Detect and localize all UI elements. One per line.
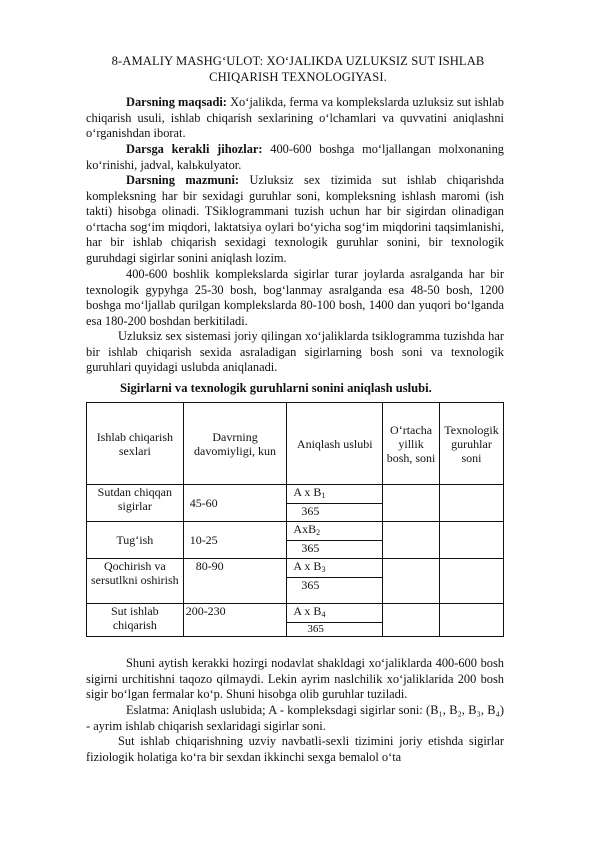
equipment-text: 400-600 boshga mo‘ljallangan molxonaning ko‘rinishi, jadval, kalьkulyator. <box>86 142 504 172</box>
paragraph-content <box>86 173 504 266</box>
aim-text: Xo‘jalikda, ferma va komplekslarda uzluksiz sut ishlab chiqarish usuli, ishlab chiqarish sexlarining o‘lchamlari va quvvatini aniqlashni o‘rganishdan iborat. <box>86 95 504 140</box>
table-row <box>87 485 504 504</box>
title-line-2: CHIQARISH TEXNOLOGIYASI. <box>209 70 387 84</box>
table-row <box>87 559 504 578</box>
row2-formula <box>287 522 383 541</box>
content-label: Darsning mazmuni: <box>126 173 240 187</box>
row3-groups-count <box>440 559 504 604</box>
paragraph-equipment <box>86 142 504 173</box>
row2-formula-sub: 2 <box>316 528 321 537</box>
row1-formula <box>287 485 383 504</box>
row2-formula-text: AxB <box>293 522 317 536</box>
row4-sex: Sut ishlab chiqarish <box>87 604 184 637</box>
row3-denominator: 365 <box>287 578 383 604</box>
equipment-label: Darsga kerakli jihozlar: <box>126 142 263 156</box>
row2-avg-heads <box>383 522 440 559</box>
aim-label: Darsning maqsadi: <box>126 95 227 109</box>
row4-formula-text: A x B <box>293 604 322 618</box>
row1-groups-count <box>440 485 504 522</box>
row3-avg-heads <box>383 559 440 604</box>
cows-groups-table <box>86 402 504 637</box>
header-method: Aniqlash uslubi <box>287 403 383 485</box>
table-row <box>87 604 504 623</box>
table-heading: Sigirlarni va texnologik guruhlarni sonini aniqlash uslubi. <box>120 381 432 395</box>
row4-groups-count <box>440 604 504 637</box>
paragraph-groups <box>86 267 504 329</box>
header-period: Davrning davomiyligi, kun <box>183 403 287 485</box>
header-avg-heads: O‘rtacha yillik bosh, soni <box>383 403 440 485</box>
row4-formula-sub: 4 <box>321 610 326 619</box>
row1-formula-sub: 1 <box>321 491 326 500</box>
paragraph-note <box>86 703 504 734</box>
row2-sex: Tug‘ish <box>87 522 184 559</box>
paragraph-continuous-system <box>86 734 504 765</box>
row4-formula <box>287 604 383 623</box>
row4-denominator: 365 <box>287 623 383 637</box>
row1-denominator: 365 <box>287 504 383 522</box>
row3-formula <box>287 559 383 578</box>
row2-groups-count <box>440 522 504 559</box>
row1-sex: Sutdan chiqqan sigirlar <box>87 485 184 522</box>
title-line-1: 8-AMALIY MASHG‘ULOT: XO‘JALIKDA UZLUKSIZ SUT ISHLAB <box>111 54 485 68</box>
row4-period: 200-230 <box>183 604 287 637</box>
continuous-system-text: Sut ishlab chiqarishning uzviy navbatli-sexli tizimini joriy etishda sigirlar fiziologik holatiga ko‘ra bir sexdan ikkinchi sexga bemalol o‘ta <box>86 734 504 764</box>
paragraph-system <box>86 329 504 376</box>
table-row <box>87 522 504 541</box>
row3-sex: Qochirish va sersutlkni oshirish <box>87 559 184 604</box>
row1-formula-text: A x B <box>293 485 322 499</box>
paragraph-aim <box>86 95 504 142</box>
header-groups-count: Texnologik guruhlar soni <box>440 403 504 485</box>
content-text: Uzluksiz sex tizimida sut ishlab chiqarishda kompleksning har bir sexidagi guruhlar soni, kompleksning ishlash maromi (ish takti) hisobga olinadi. TSiklogrammani tuzish uchun har bir sigirdan olinadigan o‘rtacha sog‘im miqdori, laktatsiya oylari bo‘yicha sog‘im miqdorini taqsimlanishi, har bir ishlab chiqarish sexidagi texnologik guruhlar sonini, bir texnologik guruhdagi sigirlar sonini aniqlash lozim. <box>86 173 504 265</box>
row1-period: 45-60 <box>183 485 287 522</box>
header-sex: Ishlab chiqarish sexlari <box>87 403 184 485</box>
paragraph-after-table <box>86 656 504 703</box>
row1-avg-heads <box>383 485 440 522</box>
row3-formula-text: A x B <box>293 559 322 573</box>
table-header-row <box>87 403 504 485</box>
row3-period: 80-90 <box>183 559 287 604</box>
page-title <box>60 53 536 85</box>
row2-period: 10-25 <box>183 522 287 559</box>
row3-formula-sub: 3 <box>321 565 326 574</box>
note-text: Eslatma: Aniqlash uslubida; A - kompleksdagi sigirlar soni: (B₁, B₂, B₃, B₄) - ayrim ishlab chiqarish sexlaridagi sigirlar soni. <box>86 703 504 733</box>
system-text: Uzluksiz sex sistemasi joriy qilingan xo‘jaliklarda tsiklogramma tuzishda har bir ishlab chiqarish sexida asraladigan sigirlarning bosh soni va texnologik guruhlari quyidagi uslubda aniqlanadi. <box>86 329 504 374</box>
row2-denominator: 365 <box>287 541 383 559</box>
row4-avg-heads <box>383 604 440 637</box>
after-table-text: Shuni aytish kerakki hozirgi nodavlat shakldagi xo‘jaliklarda 400-600 bosh sigirni urchitishni taqozo qilmaydi. Lekin ayrim naslchilik xo‘jaliklarida 200 bosh sigir bo‘lgan fermalar ko‘p. Shuni hisobga olib guruhlar tuziladi. <box>86 656 504 701</box>
groups-text: 400-600 boshlik komplekslarda sigirlar turar joylarda asralganda har bir texnologik gypyhga 25-30 bosh, bog‘lanmay asralganda esa 48-50 bosh, 1200 boshga mo‘ljallab qurilgan komplekslarda 80-100 bosh, 1400 dan yuqori bo‘lganda esa 180-200 boshdan berkitiladi. <box>86 267 504 328</box>
